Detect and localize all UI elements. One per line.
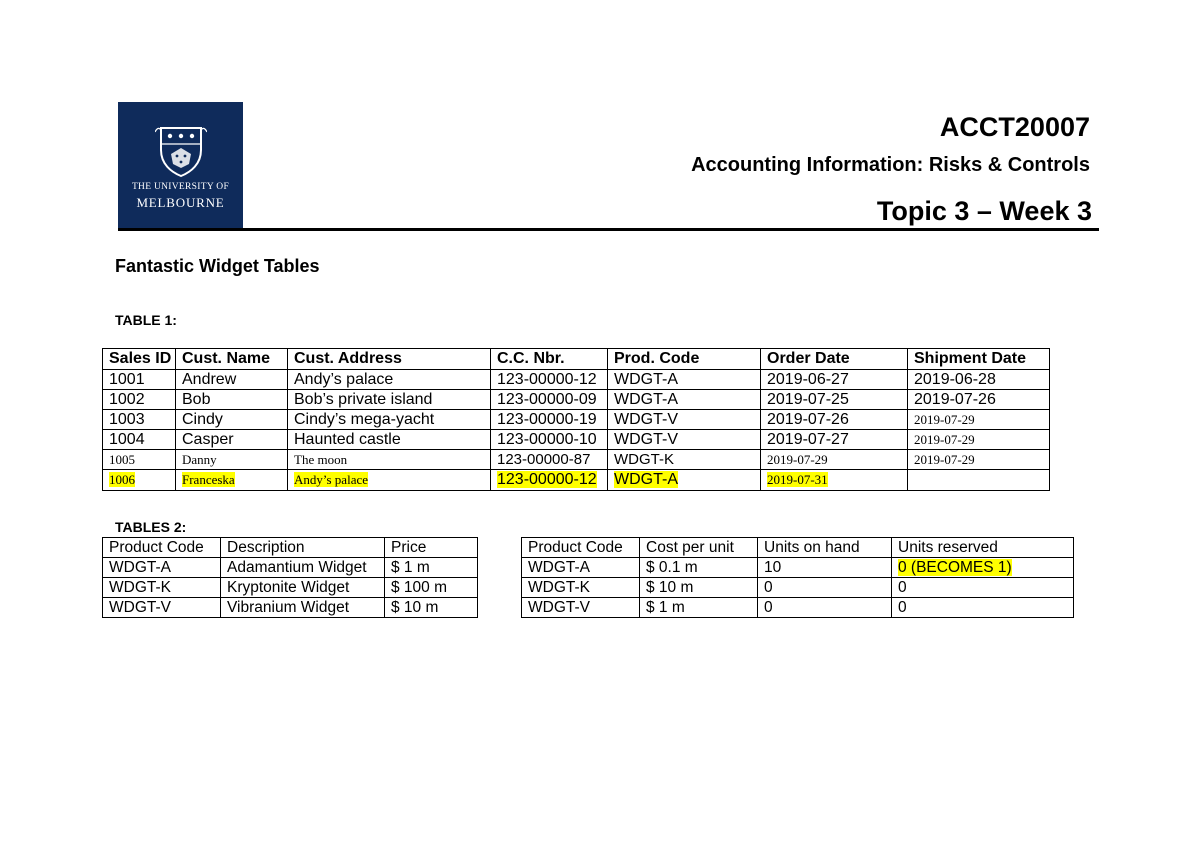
sales-table bbox=[102, 348, 1050, 491]
column-header: Units reserved bbox=[892, 538, 1074, 558]
column-header: C.C. Nbr. bbox=[491, 349, 608, 370]
table-cell bbox=[176, 470, 288, 491]
table-cell: Bob bbox=[176, 390, 288, 410]
table-cell: WDGT-A bbox=[608, 370, 761, 390]
table-cell: WDGT-K bbox=[103, 578, 221, 598]
table-row bbox=[103, 370, 1050, 390]
table-cell: 0 bbox=[892, 598, 1074, 618]
table-cell: WDGT-V bbox=[608, 410, 761, 430]
highlighted-text: Franceska bbox=[182, 472, 235, 487]
table-cell: Andy’s palace bbox=[288, 370, 491, 390]
table1-label: TABLE 1: bbox=[115, 312, 177, 328]
table-row bbox=[103, 598, 478, 618]
table-cell: WDGT-A bbox=[103, 558, 221, 578]
table-cell: 1003 bbox=[103, 410, 176, 430]
crest-icon bbox=[155, 124, 207, 178]
column-header: Cust. Name bbox=[176, 349, 288, 370]
column-header: Price bbox=[385, 538, 478, 558]
table-cell bbox=[491, 470, 608, 491]
document-title: Fantastic Widget Tables bbox=[115, 256, 320, 276]
column-header: Shipment Date bbox=[908, 349, 1050, 370]
table-cell: WDGT-K bbox=[608, 450, 761, 470]
table-cell bbox=[288, 470, 491, 491]
table-cell: 123-00000-19 bbox=[491, 410, 608, 430]
table-row bbox=[103, 578, 478, 598]
tables2-label: TABLES 2: bbox=[115, 519, 187, 535]
highlighted-text: 0 (BECOMES 1) bbox=[898, 558, 1012, 576]
table-cell: WDGT-A bbox=[522, 558, 640, 578]
table-cell: 10 bbox=[758, 558, 892, 578]
table-cell: 0 bbox=[758, 578, 892, 598]
table-cell: 2019-07-26 bbox=[761, 410, 908, 430]
table-cell: 2019-07-26 bbox=[908, 390, 1050, 410]
table-cell: $ 1 m bbox=[640, 598, 758, 618]
table-cell: 123-00000-87 bbox=[491, 450, 608, 470]
table-row bbox=[103, 390, 1050, 410]
table-cell bbox=[608, 470, 761, 491]
table-cell: Cindy’s mega-yacht bbox=[288, 410, 491, 430]
table-cell: $ 10 m bbox=[385, 598, 478, 618]
table-row bbox=[522, 578, 1074, 598]
table-cell bbox=[892, 558, 1074, 578]
column-header: Product Code bbox=[103, 538, 221, 558]
table-cell: $ 10 m bbox=[640, 578, 758, 598]
table-cell bbox=[103, 470, 176, 491]
table-cell: 123-00000-09 bbox=[491, 390, 608, 410]
table-header-row bbox=[103, 538, 478, 558]
table-cell: WDGT-V bbox=[608, 430, 761, 450]
table-row-highlighted bbox=[103, 470, 1050, 491]
logo-line1: THE UNIVERSITY OF bbox=[131, 182, 230, 192]
column-header: Cust. Address bbox=[288, 349, 491, 370]
table-cell: 1001 bbox=[103, 370, 176, 390]
table-cell: 2019-07-27 bbox=[761, 430, 908, 450]
table-row bbox=[522, 598, 1074, 618]
highlighted-text: 1006 bbox=[109, 472, 135, 487]
products-table bbox=[102, 537, 478, 618]
table-cell: 123-00000-10 bbox=[491, 430, 608, 450]
header-divider bbox=[118, 228, 1099, 231]
table-cell: The moon bbox=[288, 450, 491, 470]
table-cell: $ 1 m bbox=[385, 558, 478, 578]
topic-title: Topic 3 – Week 3 bbox=[876, 196, 1092, 226]
table-cell: Andrew bbox=[176, 370, 288, 390]
table-cell bbox=[761, 470, 908, 491]
table-cell: 2019-07-29 bbox=[761, 450, 908, 470]
highlighted-text: 2019-07-31 bbox=[767, 472, 828, 487]
table-cell: Haunted castle bbox=[288, 430, 491, 450]
table-cell bbox=[908, 470, 1050, 491]
table-row bbox=[103, 450, 1050, 470]
column-header: Prod. Code bbox=[608, 349, 761, 370]
column-header: Product Code bbox=[522, 538, 640, 558]
table-cell: 1005 bbox=[103, 450, 176, 470]
highlighted-text: 123-00000-12 bbox=[497, 471, 597, 488]
inventory-table bbox=[521, 537, 1074, 618]
table-cell: WDGT-V bbox=[103, 598, 221, 618]
table-cell: $ 0.1 m bbox=[640, 558, 758, 578]
table-cell: WDGT-A bbox=[608, 390, 761, 410]
table-cell: Bob’s private island bbox=[288, 390, 491, 410]
table-cell: 2019-06-27 bbox=[761, 370, 908, 390]
table-cell: 1002 bbox=[103, 390, 176, 410]
table-cell: Kryptonite Widget bbox=[221, 578, 385, 598]
table-row bbox=[103, 410, 1050, 430]
table-cell: 2019-07-25 bbox=[761, 390, 908, 410]
table-cell: 1004 bbox=[103, 430, 176, 450]
course-name: Accounting Information: Risks & Controls bbox=[691, 154, 1090, 176]
table-row bbox=[103, 558, 478, 578]
column-header: Cost per unit bbox=[640, 538, 758, 558]
column-header: Sales ID bbox=[103, 349, 176, 370]
table-header-row bbox=[103, 349, 1050, 370]
column-header: Order Date bbox=[761, 349, 908, 370]
table-cell: 2019-07-29 bbox=[908, 450, 1050, 470]
logo-line2: MELBOURNE bbox=[136, 195, 225, 210]
column-header: Units on hand bbox=[758, 538, 892, 558]
table-cell: 2019-07-29 bbox=[908, 410, 1050, 430]
table-cell: Cindy bbox=[176, 410, 288, 430]
table-cell: Danny bbox=[176, 450, 288, 470]
table-cell: 0 bbox=[758, 598, 892, 618]
table-cell: Casper bbox=[176, 430, 288, 450]
column-header: Description bbox=[221, 538, 385, 558]
table-cell: Vibranium Widget bbox=[221, 598, 385, 618]
table-header-row bbox=[522, 538, 1074, 558]
highlighted-text: WDGT-A bbox=[614, 471, 678, 488]
table-cell: $ 100 m bbox=[385, 578, 478, 598]
table-cell: WDGT-K bbox=[522, 578, 640, 598]
course-code: ACCT20007 bbox=[939, 112, 1090, 142]
table-cell: WDGT-V bbox=[522, 598, 640, 618]
table-row bbox=[103, 430, 1050, 450]
university-logo bbox=[118, 102, 243, 228]
table-cell: Adamantium Widget bbox=[221, 558, 385, 578]
table-cell: 2019-06-28 bbox=[908, 370, 1050, 390]
table-cell: 0 bbox=[892, 578, 1074, 598]
table-cell: 2019-07-29 bbox=[908, 430, 1050, 450]
table-cell: 123-00000-12 bbox=[491, 370, 608, 390]
highlighted-text: Andy’s palace bbox=[294, 472, 369, 487]
table-row bbox=[522, 558, 1074, 578]
